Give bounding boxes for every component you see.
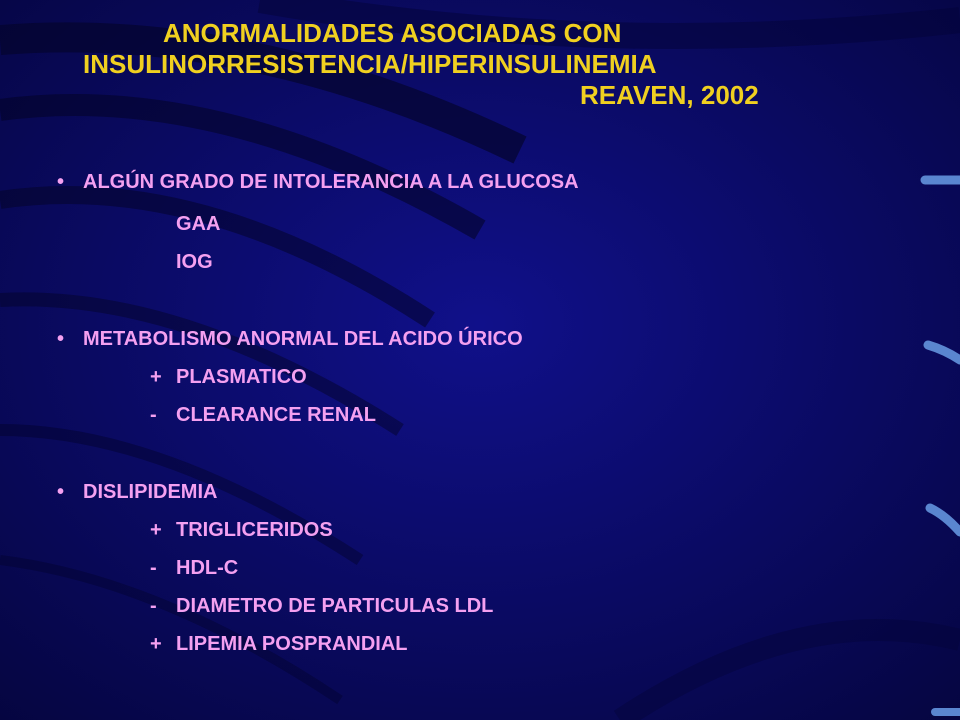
section-heading-dyslipidemia: DISLIPIDEMIA (83, 481, 218, 503)
bullet-icon: • (57, 171, 65, 193)
item-text: LIPEMIA POSPRANDIAL (176, 633, 408, 655)
list-item (150, 250, 213, 274)
item-sign: + (150, 519, 162, 541)
list-item (150, 594, 493, 618)
item-sign: + (150, 366, 162, 388)
item-text: PLASMATICO (176, 366, 307, 388)
bullet-icon: • (57, 481, 65, 503)
slide-title (0, 18, 960, 111)
list-item (150, 403, 376, 427)
item-sign: - (150, 557, 157, 579)
list-item (150, 632, 408, 656)
title-line-1: ANORMALIDADES ASOCIADAS CON (163, 18, 622, 48)
item-text: DIAMETRO DE PARTICULAS LDL (176, 595, 494, 617)
item-text: IOG (176, 251, 213, 273)
item-sign: - (150, 404, 157, 426)
bullet-icon: • (57, 328, 65, 350)
item-sign: - (150, 595, 157, 617)
section-heading-glucose: ALGÚN GRADO DE INTOLERANCIA A LA GLUCOSA (83, 171, 579, 193)
list-item (150, 365, 307, 389)
item-text: GAA (176, 213, 221, 235)
list-item (150, 212, 220, 236)
section-heading-uric-acid: METABOLISMO ANORMAL DEL ACIDO ÚRICO (83, 328, 523, 350)
list-item (150, 518, 333, 542)
item-sign: + (150, 633, 162, 655)
title-citation: REAVEN, 2002 (580, 80, 759, 110)
item-text: CLEARANCE RENAL (176, 404, 376, 426)
title-line-2: INSULINORRESISTENCIA/HIPERINSULINEMIA (83, 49, 657, 79)
item-text: TRIGLICERIDOS (176, 519, 333, 541)
item-text: HDL-C (176, 557, 239, 579)
list-item (150, 556, 238, 580)
